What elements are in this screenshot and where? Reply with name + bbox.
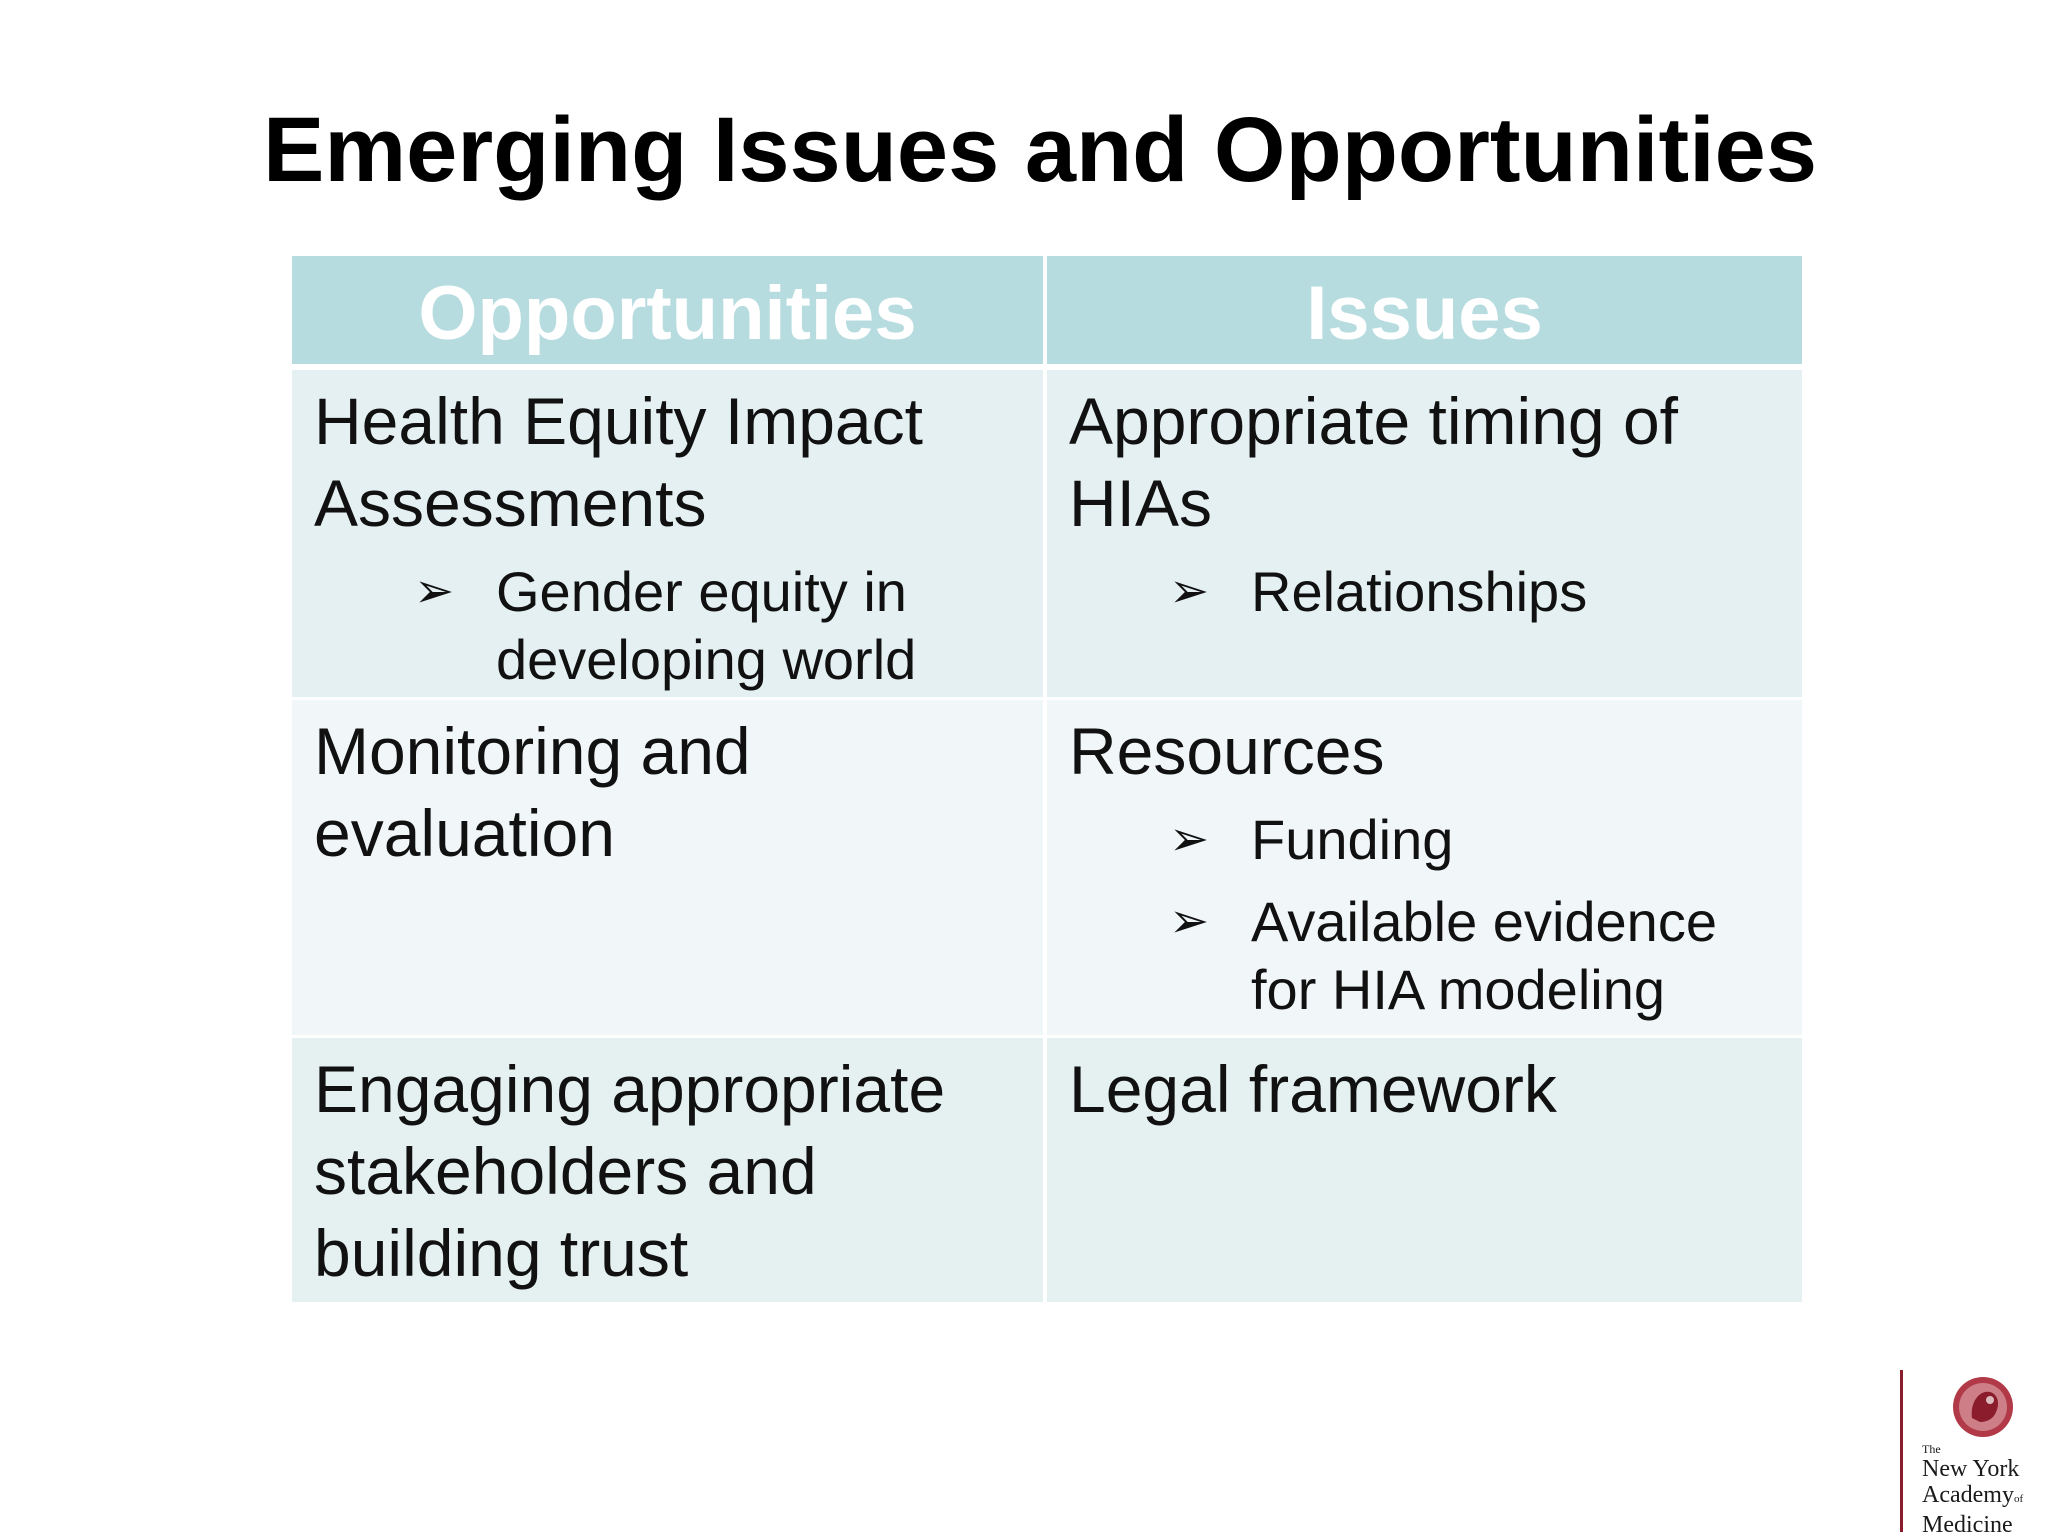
bullet-item: [1169, 558, 1782, 626]
arrowhead-bullet-icon: ➢: [414, 565, 455, 618]
header-opportunities: Opportunities: [292, 256, 1047, 370]
table-header-row: [292, 256, 1802, 370]
logo-wordmark: [1922, 1442, 2023, 1538]
logo-divider: [1900, 1370, 1903, 1532]
cell-text: Monitoring and evaluation: [314, 714, 751, 870]
table-cell-issue: [1047, 370, 1802, 700]
academy-seal-icon: [1950, 1374, 2016, 1440]
bullet-text: Relationships: [1251, 560, 1588, 623]
cell-text: Health Equity Impact Assessments: [314, 384, 923, 540]
cell-text: Legal framework: [1069, 1052, 1557, 1126]
cell-text: Resources: [1069, 714, 1385, 788]
table-row: [292, 1038, 1802, 1302]
logo-line-new-york: New York: [1922, 1456, 2020, 1482]
logo-line-medicine: Medicine: [1922, 1512, 2013, 1538]
table-cell-issue: [1047, 1038, 1802, 1302]
table-cell-issue: [1047, 700, 1802, 1038]
bullet-item: [1169, 806, 1782, 874]
bullet-item: [414, 558, 1023, 694]
logo-the: The: [1922, 1442, 1941, 1456]
bullet-list: [314, 558, 1023, 694]
bullet-text: Funding: [1251, 808, 1454, 871]
bullet-text: Gender equity in developing world: [496, 560, 917, 691]
table-row: [292, 700, 1802, 1038]
table-cell-opportunity: [292, 1038, 1047, 1302]
arrowhead-bullet-icon: ➢: [1169, 565, 1210, 618]
table-cell-opportunity: [292, 370, 1047, 700]
arrowhead-bullet-icon: ➢: [1169, 813, 1210, 866]
issues-opportunities-table: [292, 256, 1802, 1302]
logo-of: of: [2013, 1493, 2024, 1505]
nyam-logo: [1900, 1370, 2048, 1536]
bullet-list: [1069, 806, 1782, 1024]
cell-text: Appropriate timing of HIAs: [1069, 384, 1678, 540]
bullet-item: [1169, 888, 1782, 1024]
logo-academy: Academy: [1922, 1482, 2014, 1508]
cell-text: Engaging appropriate stakeholders and building trust: [314, 1052, 946, 1290]
table-cell-opportunity: [292, 700, 1047, 1038]
bullet-text: Available evidence for HIA modeling: [1251, 890, 1717, 1021]
header-issues: Issues: [1047, 256, 1802, 370]
arrowhead-bullet-icon: ➢: [1169, 895, 1210, 948]
table-row: [292, 370, 1802, 700]
bullet-list: [1069, 558, 1782, 626]
logo-line-academy: [1922, 1482, 2023, 1512]
slide-title: Emerging Issues and Opportunities: [262, 99, 1818, 201]
